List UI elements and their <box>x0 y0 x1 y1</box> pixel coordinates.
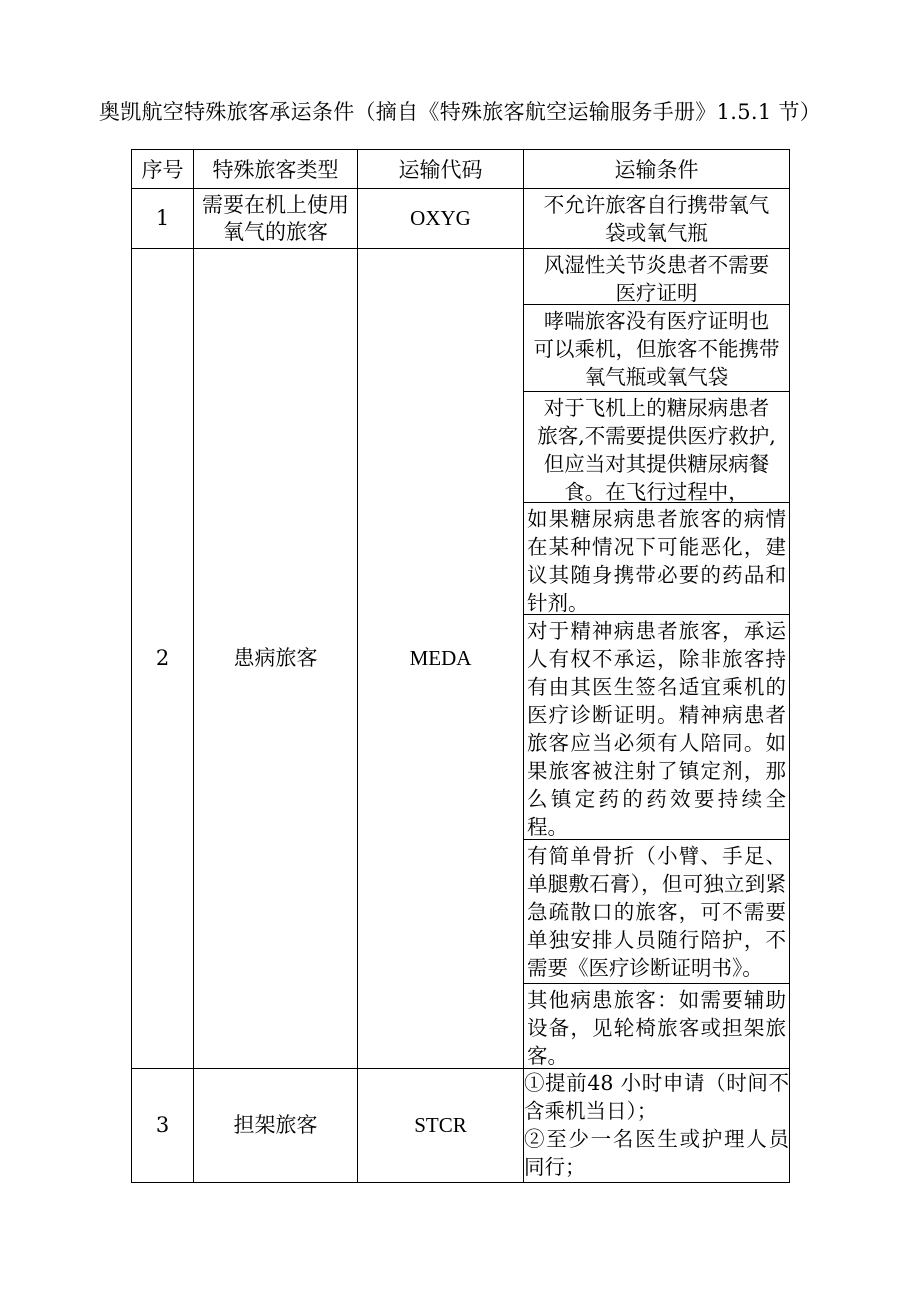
header-code: 运输代码 <box>358 150 524 189</box>
header-type: 特殊旅客类型 <box>194 150 358 189</box>
row-no: 2 <box>132 249 194 1069</box>
header-conditions: 运输条件 <box>524 150 790 189</box>
row-condition: ①提前48 小时申请（时间不含乘机当日）； ②至少一名医生或护理人员同行； <box>524 1069 790 1183</box>
row-condition: 不允许旅客自行携带氧气 袋或氧气瓶 <box>524 189 790 249</box>
header-no: 序号 <box>132 150 194 189</box>
table-row <box>132 189 790 249</box>
condition-item: 如果糖尿病患者旅客的病情在某种情况下可能恶化，建议其随身携带必要的药品和针剂。 <box>524 503 789 615</box>
condition-item: 对于飞机上的糖尿病患者 旅客,不需要提供医疗救护, 但应当对其提供糖尿病餐 食。在飞行过程中， <box>524 392 789 503</box>
row-code: OXYG <box>358 189 524 249</box>
condition-item: 其他病患旅客：如需要辅助设备，见轮椅旅客或担架旅客。 <box>527 988 786 1068</box>
row-type: 需要在机上使用 氧气的旅客 <box>194 189 358 249</box>
row-conditions <box>524 249 790 1069</box>
condition-item: 对于精神病患者旅客，承运人有权不承运，除非旅客持有由其医生签名适宜乘机的医疗诊断证明。精神病患者旅客应当必须有人陪同。如果旅客被注射了镇定剂，那么镇定药的药效要持续全程。 <box>524 615 789 840</box>
row-no: 3 <box>132 1069 194 1183</box>
condition-item: 哮喘旅客没有医疗证明也 可以乘机，但旅客不能携带 氧气瓶或氧气袋 <box>524 305 789 392</box>
table-row <box>132 249 790 1069</box>
row-code: MEDA <box>358 249 524 1069</box>
row-type: 担架旅客 <box>194 1069 358 1183</box>
condition-item: 有简单骨折（小臂、手足、单腿敷石膏），但可独立到紧急疏散口的旅客，可不需要单独安排人员随行陪护，不需要《医疗诊断证明书》。 <box>524 840 789 984</box>
special-passenger-table <box>131 149 790 1183</box>
condition-item: 风湿性关节炎患者不需要 医疗证明 <box>524 249 789 305</box>
row-type: 患病旅客 <box>194 249 358 1069</box>
row-code: STCR <box>358 1069 524 1183</box>
row-no: 1 <box>132 189 194 249</box>
table-header-row <box>132 150 790 189</box>
table-row <box>132 1069 790 1183</box>
page-title: 奥凯航空特殊旅客承运条件（摘自《特殊旅客航空运输服务手册》1.5.1 节） <box>98 100 822 124</box>
